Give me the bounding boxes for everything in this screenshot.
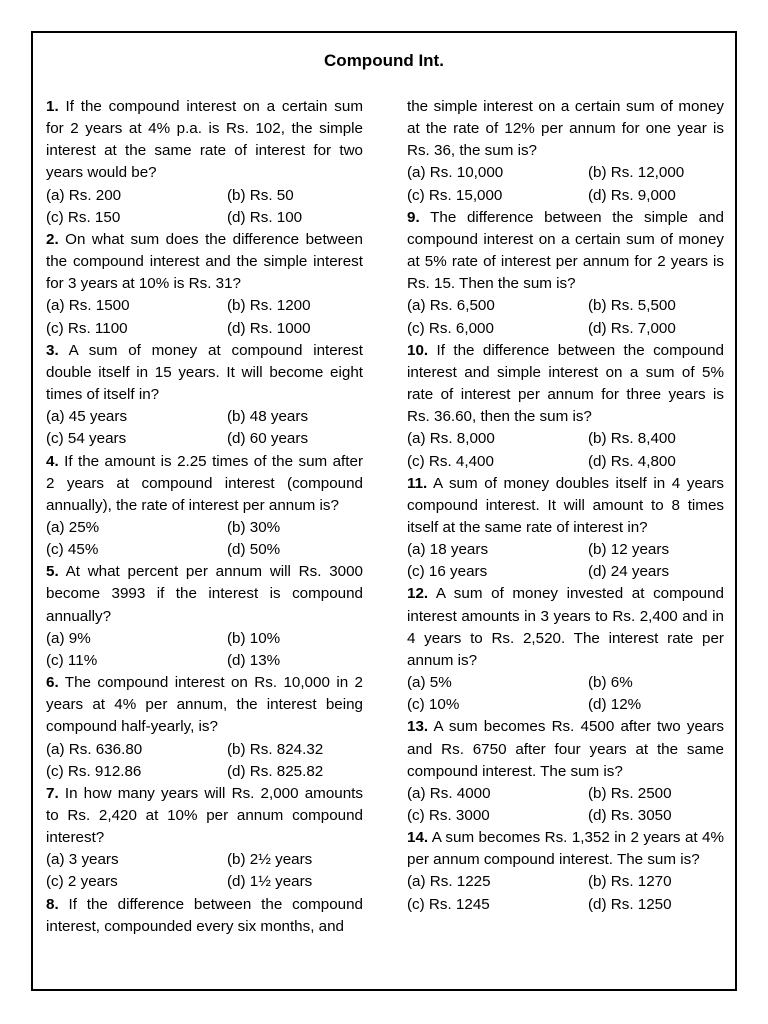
page-title: Compound Int.	[324, 51, 444, 70]
option-a: (a) 3 years	[46, 851, 119, 869]
option-d: (d) 60 years	[227, 430, 309, 448]
option-a: (a) 18 years	[407, 541, 489, 559]
option-c: (c) Rs. 1100	[46, 319, 128, 337]
question-number: 11.	[407, 474, 428, 492]
option-b: (b) Rs. 824.32	[227, 740, 324, 758]
option-b: (b) Rs. 5,500	[588, 297, 676, 315]
question-text: In how many years will Rs. 2,000 amounts to Rs. 2,420 at 10% per annum compound interest?	[46, 784, 363, 847]
option-a: (a) Rs. 10,000	[407, 164, 504, 182]
options-14	[407, 871, 724, 915]
option-c: (c) 54 years	[46, 430, 127, 448]
options-5	[46, 628, 363, 672]
option-a: (a) 45 years	[46, 408, 128, 426]
question-11	[407, 473, 724, 539]
question-1	[46, 96, 363, 185]
options-4	[46, 517, 363, 561]
question-text: A sum becomes Rs. 4500 after two years and Rs. 6750 after four years at the same compound interest. The sum is?	[407, 718, 724, 780]
question-text: The difference between the simple and compound interest on a certain sum of money at 5% rate of interest per annum for 2 years is Rs. 15. Then the sum is?	[407, 208, 724, 293]
worksheet-frame	[31, 31, 737, 991]
option-d: (d) Rs. 100	[227, 208, 303, 226]
options-9	[407, 295, 724, 339]
question-number: 5.	[46, 563, 59, 581]
option-c: (c) Rs. 1245	[407, 895, 490, 913]
question-number: 4.	[46, 452, 59, 470]
option-d: (d) Rs. 1000	[227, 319, 311, 337]
option-b: (b) Rs. 8,400	[588, 430, 676, 448]
option-c: (c) Rs. 912.86	[46, 762, 142, 780]
question-text: A sum becomes Rs. 1,352 in 2 years at 4% per annum compound interest. The sum is?	[407, 829, 724, 869]
option-c: (c) Rs. 6,000	[407, 319, 494, 337]
question-text: If the difference between the compound interest, compounded every six months, and	[46, 895, 363, 935]
option-d: (d) 13%	[227, 651, 281, 669]
question-number: 14.	[407, 829, 429, 847]
options-7	[46, 849, 363, 893]
option-a: (a) Rs. 1225	[407, 873, 491, 891]
question-number: 12.	[407, 585, 429, 603]
options-12	[407, 672, 724, 716]
option-c: (c) 2 years	[46, 873, 118, 891]
option-b: (b) 6%	[588, 674, 633, 692]
option-d: (d) 50%	[227, 541, 281, 559]
option-b: (b) 10%	[227, 629, 281, 647]
question-text: If the compound interest on a certain sum for 2 years at 4% p.a. is Rs. 102, the simple interest at the same rate of interest for two years would be?	[46, 98, 363, 182]
question-text: The compound interest on Rs. 10,000 in 2 years at 4% per annum, the interest being compound half-yearly, is?	[46, 674, 363, 736]
option-a: (a) Rs. 6,500	[407, 297, 495, 315]
question-12	[407, 583, 724, 672]
options-6	[46, 739, 363, 783]
option-b: (b) Rs. 1200	[227, 297, 311, 315]
option-b: (b) Rs. 1270	[588, 873, 672, 891]
question-text: If the difference between the compound interest and simple interest on a sum of 5% rate of interest per annum for three years is Rs. 36.60, then the sum is?	[407, 341, 724, 426]
question-10	[407, 340, 724, 429]
option-d: (d) Rs. 4,800	[588, 452, 676, 470]
option-d: (d) Rs. 7,000	[588, 319, 676, 337]
question-text: A sum of money invested at compound interest amounts in 3 years to Rs. 2,400 and in 4 years to Rs. 2,520. The interest rate per annum is?	[407, 585, 724, 669]
option-c: (c) 10%	[407, 696, 460, 714]
option-a: (a) Rs. 1500	[46, 297, 130, 315]
question-text: At what percent per annum will Rs. 3000 become 3993 if the interest is compound annually?	[46, 563, 363, 625]
options-11	[407, 539, 724, 583]
question-number: 8.	[46, 895, 59, 913]
option-a: (a) 9%	[46, 629, 91, 647]
option-d: (d) 12%	[588, 696, 642, 714]
options-13	[407, 783, 724, 827]
question-text: A sum of money doubles itself in 4 years compound interest. It will amount to 8 times itself at the same rate of interest in?	[407, 474, 724, 536]
options-1	[46, 185, 363, 229]
question-number: 6.	[46, 674, 59, 692]
question-number: 3.	[46, 341, 59, 359]
question-number: 10.	[407, 341, 429, 359]
option-c: (c) 11%	[46, 651, 98, 669]
option-c: (c) Rs. 3000	[407, 807, 490, 824]
option-b: (b) Rs. 2500	[588, 784, 672, 802]
option-c: (c) Rs. 150	[46, 208, 121, 226]
question-4	[46, 451, 363, 517]
question-number: 9.	[407, 208, 420, 226]
question-2	[46, 229, 363, 295]
question-text: A sum of money at compound interest double itself in 15 years. It will become eight times of itself in?	[46, 341, 363, 404]
option-b: (b) 30%	[227, 518, 281, 536]
option-d: (d) Rs. 1250	[588, 895, 672, 913]
option-b: (b) 48 years	[227, 408, 309, 426]
option-d: (d) Rs. 3050	[588, 807, 672, 824]
option-c: (c) Rs. 4,400	[407, 452, 494, 470]
question-text: If the amount is 2.25 times of the sum after 2 years at compound interest (compound annually), the rate of interest per annum is?	[46, 452, 363, 514]
option-d: (d) Rs. 9,000	[588, 186, 676, 204]
option-a: (a) Rs. 4000	[407, 784, 491, 802]
left-column	[46, 96, 363, 938]
question-number: 1.	[46, 98, 59, 115]
question-8	[46, 894, 363, 938]
question-number: 7.	[46, 784, 59, 802]
options-3	[46, 406, 363, 450]
question-6	[46, 672, 363, 738]
question-7	[46, 783, 363, 849]
option-b: (b) 12 years	[588, 541, 670, 559]
question-text: On what sum does the difference between the compound interest and the simple interest for 3 years at 10% is Rs. 31?	[46, 230, 363, 293]
option-a: (a) Rs. 636.80	[46, 740, 143, 758]
question-14	[407, 827, 724, 871]
question-3	[46, 340, 363, 406]
question-9	[407, 207, 724, 296]
question-5	[46, 561, 363, 627]
option-a: (a) Rs. 200	[46, 186, 122, 204]
option-d: (d) Rs. 825.82	[227, 762, 324, 780]
question-13	[407, 716, 724, 782]
options-10	[407, 428, 724, 472]
option-c: (c) 16 years	[407, 563, 488, 581]
option-a: (a) 25%	[46, 518, 100, 536]
question-8-continued: the simple interest on a certain sum of money at the rate of 12% per annum for one year is Rs. 36, the sum is?	[407, 98, 724, 160]
option-b: (b) Rs. 12,000	[588, 164, 685, 182]
option-d: (d) 1½ years	[227, 873, 313, 891]
question-number: 13.	[407, 718, 429, 736]
options-2	[46, 295, 363, 339]
right-column	[407, 96, 724, 916]
options-8	[407, 162, 724, 206]
option-a: (a) Rs. 8,000	[407, 430, 495, 448]
option-c: (c) Rs. 15,000	[407, 186, 503, 204]
option-d: (d) 24 years	[588, 563, 670, 581]
question-number: 2.	[46, 230, 59, 248]
option-b: (b) Rs. 50	[227, 186, 294, 204]
option-c: (c) 45%	[46, 541, 99, 559]
option-a: (a) 5%	[407, 674, 452, 692]
option-b: (b) 2½ years	[227, 851, 313, 869]
